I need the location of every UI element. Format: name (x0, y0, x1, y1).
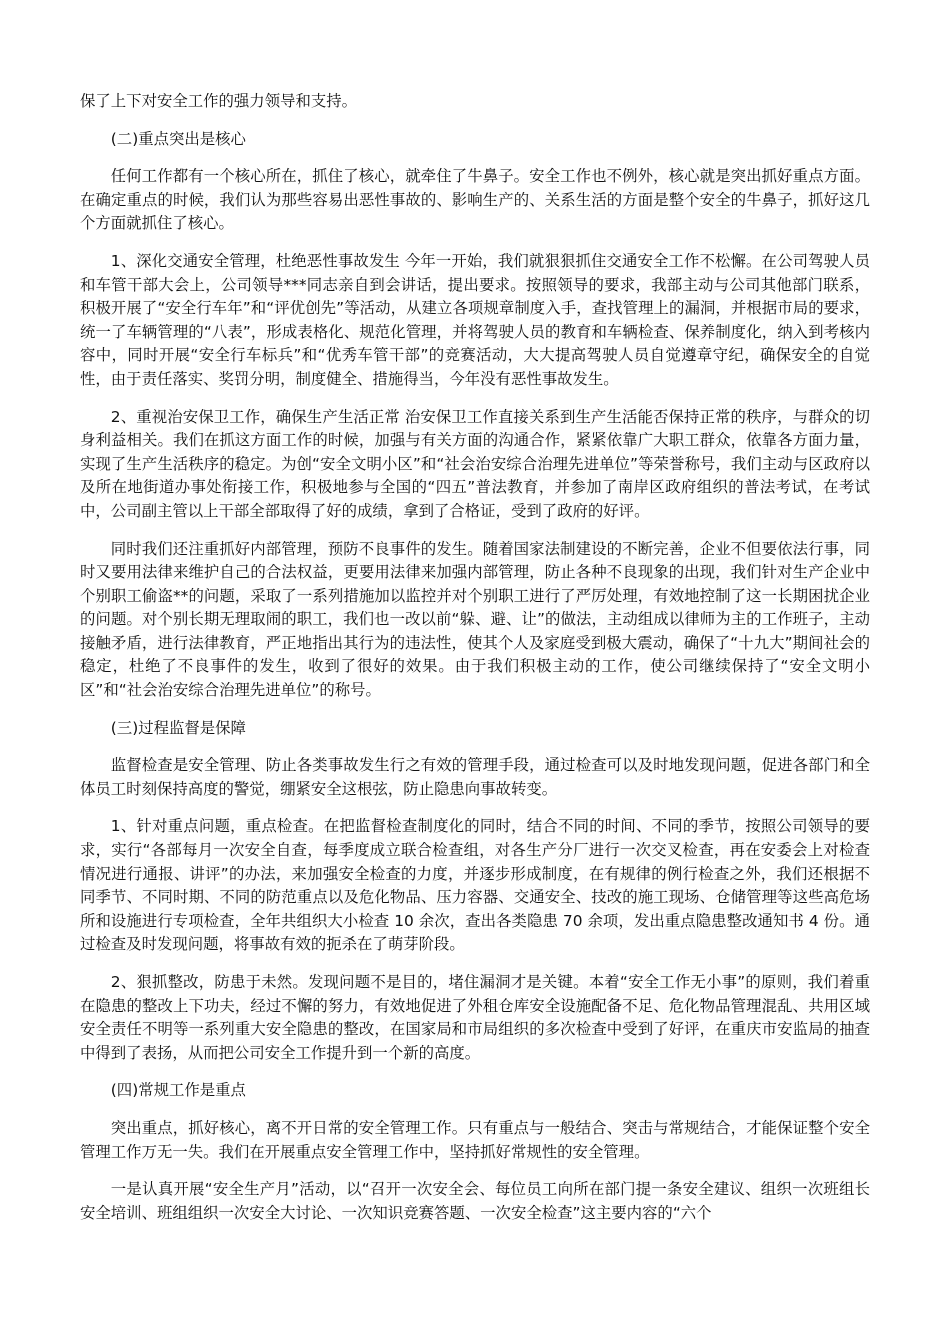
paragraph-key-inspection: 1、针对重点问题，重点检查。在把监督检查制度化的同时，结合不同的时间、不同的季节，按照公司领导的要求，实行“各部每月一次安全自查，每季度成立联合检查组，对各生产分厂进行一次交叉检查，再在安委会上对检查情况进行通报、讲评”的办法，来加强安全检查的力度，并逐步形成制度，在有规律的例行检查之外，我们还根据不同季节、不同时期、不同的防范重点以及危化物品、压力容器、交通安全、技改的施工现场、仓储管理等这些高危场所和设施进行专项检查，全年共组织大小检查 10 余次，查出各类隐患 70 余项，发出重点隐患整改通知书 4 份。通过检查及时发现问题，将事故有效的扼杀在了萌芽阶段。 (80, 817, 870, 954)
paragraph-rectification: 2、狠抓整改，防患于未然。发现问题不是目的，堵住漏洞才是关键。本着“安全工作无小事”的原则，我们着重在隐患的整改上下功夫，经过不懈的努力，有效地促进了外租仓库安全设施配备不足、危化物品管理混乱、共用区域安全责任不明等一系列重大安全隐患的整改，在国家局和市局组织的多次检查中受到了好评，在重庆市安监局的抽查中得到了表扬，从而把公司安全工作提升到一个新的高度。 (80, 973, 870, 1062)
paragraph-traffic-safety: 1、深化交通安全管理，杜绝恶性事故发生 今年一开始，我们就狠狠抓住交通安全工作不松懈。在公司驾驶人员和车管干部大会上，公司领导***同志亲自到会讲话，提出要求。按照领导的要求，我部主动与公司其他部门联系，积极开展了“安全行车年”和“评优创先”等活动，从建立各项规章制度入手，查找管理上的漏洞，并根据市局的要求，统一了车辆管理的“八表”，形成表格化、规范化管理，并将驾驶人员的教育和车辆检查、保养制度化，纳入到考核内容中，同时开展“安全行车标兵”和“优秀车管干部”的竞赛活动，大大提高驾驶人员自觉遵章守纪，确保安全的自觉性，由于责任落实、奖罚分明，制度健全、措施得当，今年没有恶性事故发生。 (80, 251, 870, 388)
section-heading-routine: (四)常规工作是重点 (110, 1081, 246, 1100)
paragraph-safety-month: 一是认真开展“安全生产月”活动，以“召开一次安全会、每位员工向所在部门提一条安全建议、组织一次班组长安全培训、班组组织一次安全大讨论、一次知识竞赛答题、一次安全检查”这主要内容的“六个 (80, 1180, 870, 1222)
paragraph-core-intro: 任何工作都有一个核心所在，抓住了核心，就牵住了牛鼻子。安全工作也不例外，核心就是突出抓好重点方面。在确定重点的时候，我们认为那些容易出恶性事故的、影响生产的、关系生活的方面是整个安全的牛鼻子，抓好这几个方面就抓住了核心。 (80, 167, 870, 233)
paragraph-supervision-intro: 监督检查是安全管理、防止各类事故发生行之有效的管理手段，通过检查可以及时地发现问题，促进各部门和全体员工时刻保持高度的警觉，绷紧安全这根弦，防止隐患向事故转变。 (80, 756, 870, 798)
paragraph-continuation: 保了上下对安全工作的强力领导和支持。 (80, 92, 358, 110)
section-heading-supervision: (三)过程监督是保障 (110, 718, 246, 737)
paragraph-security-guard: 2、重视治安保卫工作，确保生产生活正常 治安保卫工作直接关系到生产生活能否保持正常的秩序，与群众的切身利益相关。我们在抓这方面工作的时候，加强与有关方面的沟通合作，紧紧依靠广大职工群众，依靠各方面力量，实现了生产生活秩序的稳定。为创“安全文明小区”和“社会治安综合治理先进单位”等荣誉称号，我们主动与区政府以及所在地街道办事处衔接工作，积极地参与全国的“四五”普法教育，并参加了南岸区政府组织的普法考试，在考试中，公司副主管以上干部全部取得了好的成绩，拿到了合格证，受到了政府的好评。 (80, 407, 870, 520)
paragraph-routine-intro: 突出重点，抓好核心，离不开日常的安全管理工作。只有重点与一般结合、突击与常规结合，才能保证整个安全管理工作万无一失。我们在开展重点安全管理工作中，坚持抓好常规性的安全管理。 (80, 1118, 870, 1161)
document-page (80, 90, 870, 1239)
paragraph-internal-management: 同时我们还注重抓好内部管理，预防不良事件的发生。随着国家法制建设的不断完善，企业不但要依法行事，同时又要用法律来维护自己的合法权益，更要用法律来加强内部管理，防止各种不良现象的出现，我们针对生产企业中个别职工偷盗**的问题，采取了一系列措施加以监控并对个别职工进行了严厉处理，有效地控制了这一长期困扰企业的问题。对个别长期无理取闹的职工，我们也一改以前“躲、避、让”的做法，主动组成以律师为主的工作班子，主动接触矛盾，进行法律教育，严正地指出其行为的违法性，使其个人及家庭受到极大震动，确保了“十九大”期间社会的稳定，杜绝了不良事件的发生，收到了很好的效果。由于我们积极主动的工作，使公司继续保持了“安全文明小区”和“社会治安综合治理先进单位”的称号。 (80, 539, 870, 700)
section-heading-core: (二)重点突出是核心 (110, 129, 246, 148)
